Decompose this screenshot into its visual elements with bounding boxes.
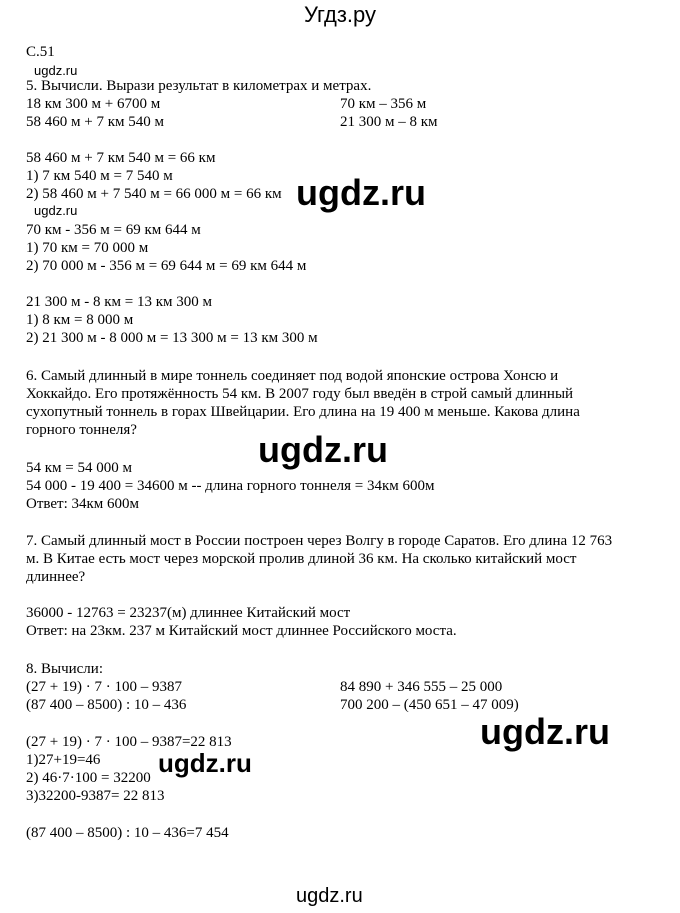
watermark: ugdz.ru xyxy=(296,172,426,213)
solution-line: 58 460 м + 7 км 540 м = 66 км xyxy=(26,150,216,166)
solution-line: 2) 21 300 м - 8 000 м = 13 300 м = 13 км 300 м xyxy=(26,330,318,346)
solution-line: 3)32200-9387= 22 813 xyxy=(26,788,165,804)
task6-text: 6. Самый длинный в мире тоннель соединяет под водой японские острова Хонсю и xyxy=(26,368,559,384)
solution-line: 54 000 - 19 400 = 34600 м -- длина горного тоннеля = 34км 600м xyxy=(26,478,435,494)
page-reference: С.51 xyxy=(26,44,55,60)
solution-line: 70 км - 356 м = 69 км 644 м xyxy=(26,222,201,238)
solution-line: 2) 70 000 м - 356 м = 69 644 м = 69 км 644 м xyxy=(26,258,307,274)
task6-text: горного тоннеля? xyxy=(26,422,137,438)
solution-line: 21 300 м - 8 км = 13 км 300 м xyxy=(26,294,212,310)
site-title: Угдз.ру xyxy=(303,2,377,27)
answer-line: Ответ: на 23км. 237 м Китайский мост длиннее Российского моста. xyxy=(26,623,457,639)
solution-line: 1)27+19=46 xyxy=(26,752,101,768)
solution-line: 1) 70 км = 70 000 м xyxy=(26,240,149,256)
task5-expression: 58 460 м + 7 км 540 м xyxy=(26,114,164,130)
task7-text: 7. Самый длинный мост в России построен через Волгу в городе Саратов. Его длина 12 763 xyxy=(26,533,613,549)
task8-expression: (27 + 19) · 7 · 100 – 9387 xyxy=(26,679,182,695)
watermark: ugdz.ru xyxy=(34,63,78,78)
task5-expression: 18 км 300 м + 6700 м xyxy=(26,96,161,112)
solution-line: 2) 46·7·100 = 32200 xyxy=(26,770,151,786)
task8-expression: 700 200 – (450 651 – 47 009) xyxy=(340,697,519,713)
solution-line: (27 + 19) · 7 · 100 – 9387=22 813 xyxy=(26,734,232,750)
solution-line: 1) 8 км = 8 000 м xyxy=(26,312,134,328)
watermark: ugdz.ru xyxy=(158,748,252,778)
task5-expression: 21 300 м – 8 км xyxy=(340,114,438,130)
solution-line: 1) 7 км 540 м = 7 540 м xyxy=(26,168,173,184)
task8-expression: 84 890 + 346 555 – 25 000 xyxy=(340,679,503,695)
task6-text: Хоккайдо. Его протяжённость 54 км. В 2007 году был введён в строй самый длинный xyxy=(26,386,574,402)
task7-text: длиннее? xyxy=(26,569,86,585)
task5-heading: 5. Вычисли. Вырази результат в километрах и метрах. xyxy=(26,78,372,94)
watermark: ugdz.ru xyxy=(480,711,610,752)
footer-watermark: ugdz.ru xyxy=(296,885,363,907)
solution-line: 2) 58 460 м + 7 540 м = 66 000 м = 66 км xyxy=(26,186,282,202)
solution-line: 36000 - 12763 = 23237(м) длиннее Китайский мост xyxy=(26,605,351,621)
solution-line: (87 400 – 8500) : 10 – 436=7 454 xyxy=(26,825,229,841)
watermark: ugdz.ru xyxy=(34,203,78,218)
watermark: ugdz.ru xyxy=(258,429,388,470)
answer-line: Ответ: 34км 600м xyxy=(26,496,140,512)
task6-text: сухопутный тоннель в горах Швейцарии. Его длина на 19 400 м меньше. Какова длина xyxy=(26,404,580,420)
solution-line: 54 км = 54 000 м xyxy=(26,460,132,476)
task8-heading: 8. Вычисли: xyxy=(26,661,103,677)
task5-expression: 70 км – 356 м xyxy=(340,96,427,112)
task8-expression: (87 400 – 8500) : 10 – 436 xyxy=(26,697,187,713)
task7-text: м. В Китае есть мост через морской пролив длиной 36 км. На сколько китайский мост xyxy=(26,551,577,567)
